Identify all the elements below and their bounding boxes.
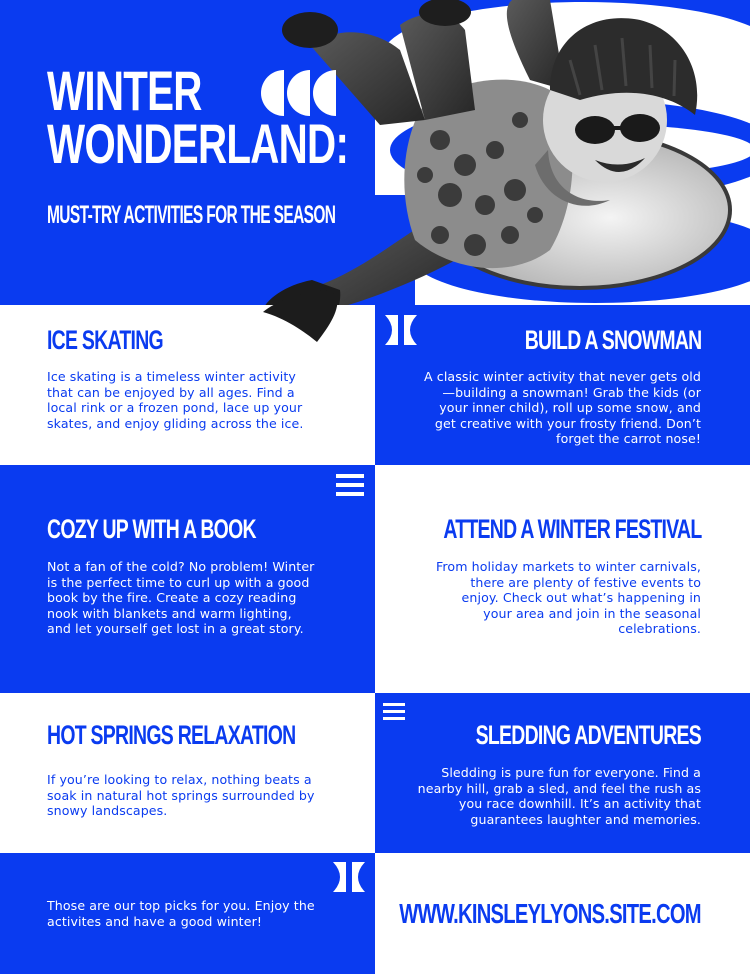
triple-arc-icon <box>258 70 338 116</box>
section-text: Ice skating is a timeless winter activity that can be enjoyed by all ages. Find a local rink or a frozen pond, lace up your skates, and enjoy gliding across the ice. <box>47 369 304 431</box>
footer-message: Those are our top picks for you. Enjoy the activites and have a good winter! <box>47 898 315 929</box>
glove-overlap <box>255 280 345 350</box>
section-title: HOT SPRINGS RELAXATION <box>47 720 296 750</box>
website-link[interactable]: WWW.KINSLEYLYONS.SITE.COM <box>399 898 701 929</box>
bowtie-icon <box>333 862 365 892</box>
bowtie-icon <box>385 315 417 345</box>
section-title: ICE SKATING <box>47 325 163 355</box>
section-text: Sledding is pure fun for everyone. Find a nearby hill, grab a sled, and feel the rush as you race downhill. It’s an activity that guarantees laughter and memories. <box>417 765 701 827</box>
hero-subtitle: MUST-TRY ACTIVITIES FOR THE SEASON <box>47 201 336 229</box>
section-title: SLEDDING ADVENTURES <box>475 720 701 750</box>
hero-title-line1: WINTER <box>47 59 202 122</box>
menu-lines-icon <box>383 703 405 720</box>
section-text: Not a fan of the cold? No problem! Winter is the perfect time to curl up with a good book by the fire. Create a cozy reading nook with blankets and warm lighting, and let yourself get lost in a great story. <box>47 559 315 636</box>
section-text: From holiday markets to winter carnivals, there are plenty of festive events to enjoy. Check out what’s happening in your area and join in the seasonal celebrations. <box>435 559 701 636</box>
section-text: A classic winter activity that never gets old—building a snowman! Grab the kids (or your inner child), roll up some snow, and get creative with your frosty friend. Don’t forget the carrot nose! <box>423 369 701 446</box>
section-text: If you’re looking to relax, nothing beats a soak in natural hot springs surrounded by snowy landscapes. <box>47 772 315 818</box>
menu-lines-icon <box>336 474 364 496</box>
section-title: COZY UP WITH A BOOK <box>47 514 256 544</box>
section-title: BUILD A SNOWMAN <box>524 325 701 355</box>
section-title: ATTEND A WINTER FESTIVAL <box>442 514 701 544</box>
hero-title-line2: WONDERLAND: <box>47 112 349 176</box>
